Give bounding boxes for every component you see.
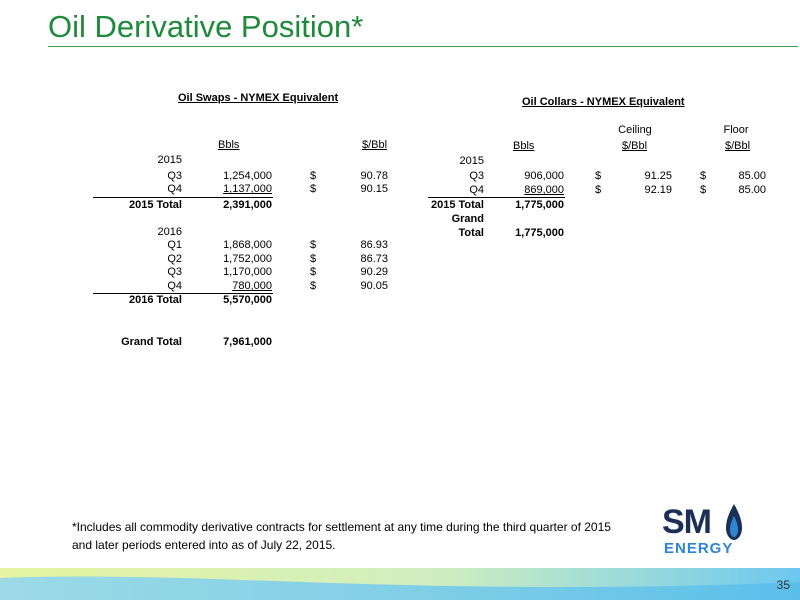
collars-grand-label-line2: Total — [458, 227, 484, 239]
flame-icon — [726, 504, 742, 540]
swaps-price: 90.29 — [360, 266, 388, 278]
collars-quarter: Q4 — [469, 184, 484, 196]
sm-energy-logo — [660, 502, 746, 560]
swaps-quarter: Q1 — [167, 239, 182, 251]
collars-col-floor: $/Bbl — [725, 140, 751, 152]
collars-currency: $ — [700, 170, 707, 182]
page-number: 35 — [776, 578, 790, 592]
swaps-bbls: 1,170,000 — [223, 266, 272, 278]
swaps-heading: Oil Swaps - NYMEX Equivalent — [178, 92, 339, 104]
swaps-quarter: Q3 — [167, 266, 182, 278]
collars-ceiling: 91.25 — [644, 170, 672, 182]
collars-grand-label-line1: Grand — [451, 213, 484, 225]
swaps-bbls: 1,752,000 — [223, 253, 272, 265]
swaps-price: 90.15 — [360, 183, 388, 195]
swaps-quarter: Q3 — [167, 170, 182, 182]
logo-sm-text: SM — [662, 503, 711, 541]
divider — [93, 197, 273, 198]
footnote: *Includes all commodity derivative contracts for settlement at any time during the third quarter of 2015 and later periods entered into as of July 22, 2015. — [72, 520, 611, 552]
collars-col-bbls: Bbls — [513, 140, 535, 152]
collars-total-2015-value: 1,775,000 — [515, 199, 564, 211]
swaps-total-2015-value: 2,391,000 — [223, 199, 272, 211]
swaps-quarter: Q2 — [167, 253, 182, 265]
swaps-bbls: 1,254,000 — [223, 170, 272, 182]
collars-quarter: Q3 — [469, 170, 484, 182]
logo-energy-text: ENERGY — [664, 540, 734, 557]
collars-heading: Oil Collars - NYMEX Equivalent — [522, 96, 685, 108]
collars-bbls: 906,000 — [524, 170, 564, 182]
swaps-total-2016-value: 5,570,000 — [223, 294, 272, 306]
swaps-col-price: $/Bbl — [362, 139, 388, 151]
swaps-price: 90.78 — [360, 170, 388, 182]
swaps-price: 86.93 — [360, 239, 388, 251]
swaps-col-bbls: Bbls — [218, 139, 240, 151]
swaps-currency: $ — [310, 170, 317, 182]
collars-ceiling: 92.19 — [644, 184, 672, 196]
collars-year-2015: 2015 — [459, 155, 484, 167]
collars-currency: $ — [595, 170, 602, 182]
collars-hdr-ceiling: Ceiling — [618, 124, 652, 136]
collars-grand-total-value: 1,775,000 — [515, 227, 564, 239]
collars-total-2015-label: 2015 Total — [431, 199, 484, 211]
swaps-currency: $ — [310, 239, 317, 251]
swaps-total-2016-label: 2016 Total — [129, 294, 182, 306]
swaps-year-2015: 2015 — [157, 154, 182, 166]
swaps-currency: $ — [310, 183, 317, 195]
swaps-bbls: 780,000 — [232, 280, 272, 292]
swaps-total-2015-label: 2015 Total — [129, 199, 182, 211]
swaps-currency: $ — [310, 266, 317, 278]
divider — [428, 197, 565, 198]
page-title: Oil Derivative Position* — [48, 9, 364, 44]
collars-bbls: 869,000 — [524, 184, 564, 196]
swaps-bbls: 1,868,000 — [223, 239, 272, 251]
swaps-year-2016: 2016 — [157, 226, 182, 238]
collars-floor: 85.00 — [738, 184, 766, 196]
swaps-grand-total-value: 7,961,000 — [223, 336, 272, 348]
swaps-price: 86.73 — [360, 253, 388, 265]
swaps-currency: $ — [310, 253, 317, 265]
collars-currency: $ — [595, 184, 602, 196]
swaps-price: 90.05 — [360, 280, 388, 292]
collars-currency: $ — [700, 184, 707, 196]
collars-col-ceiling: $/Bbl — [622, 140, 648, 152]
collars-hdr-floor: Floor — [723, 124, 749, 136]
footer-band — [0, 568, 800, 600]
swaps-grand-total-label: Grand Total — [121, 336, 182, 348]
swaps-quarter: Q4 — [167, 280, 182, 292]
title-rule — [48, 46, 798, 47]
swaps-quarter: Q4 — [167, 183, 182, 195]
collars-floor: 85.00 — [738, 170, 766, 182]
swaps-currency: $ — [310, 280, 317, 292]
swaps-bbls: 1,137,000 — [223, 183, 272, 195]
